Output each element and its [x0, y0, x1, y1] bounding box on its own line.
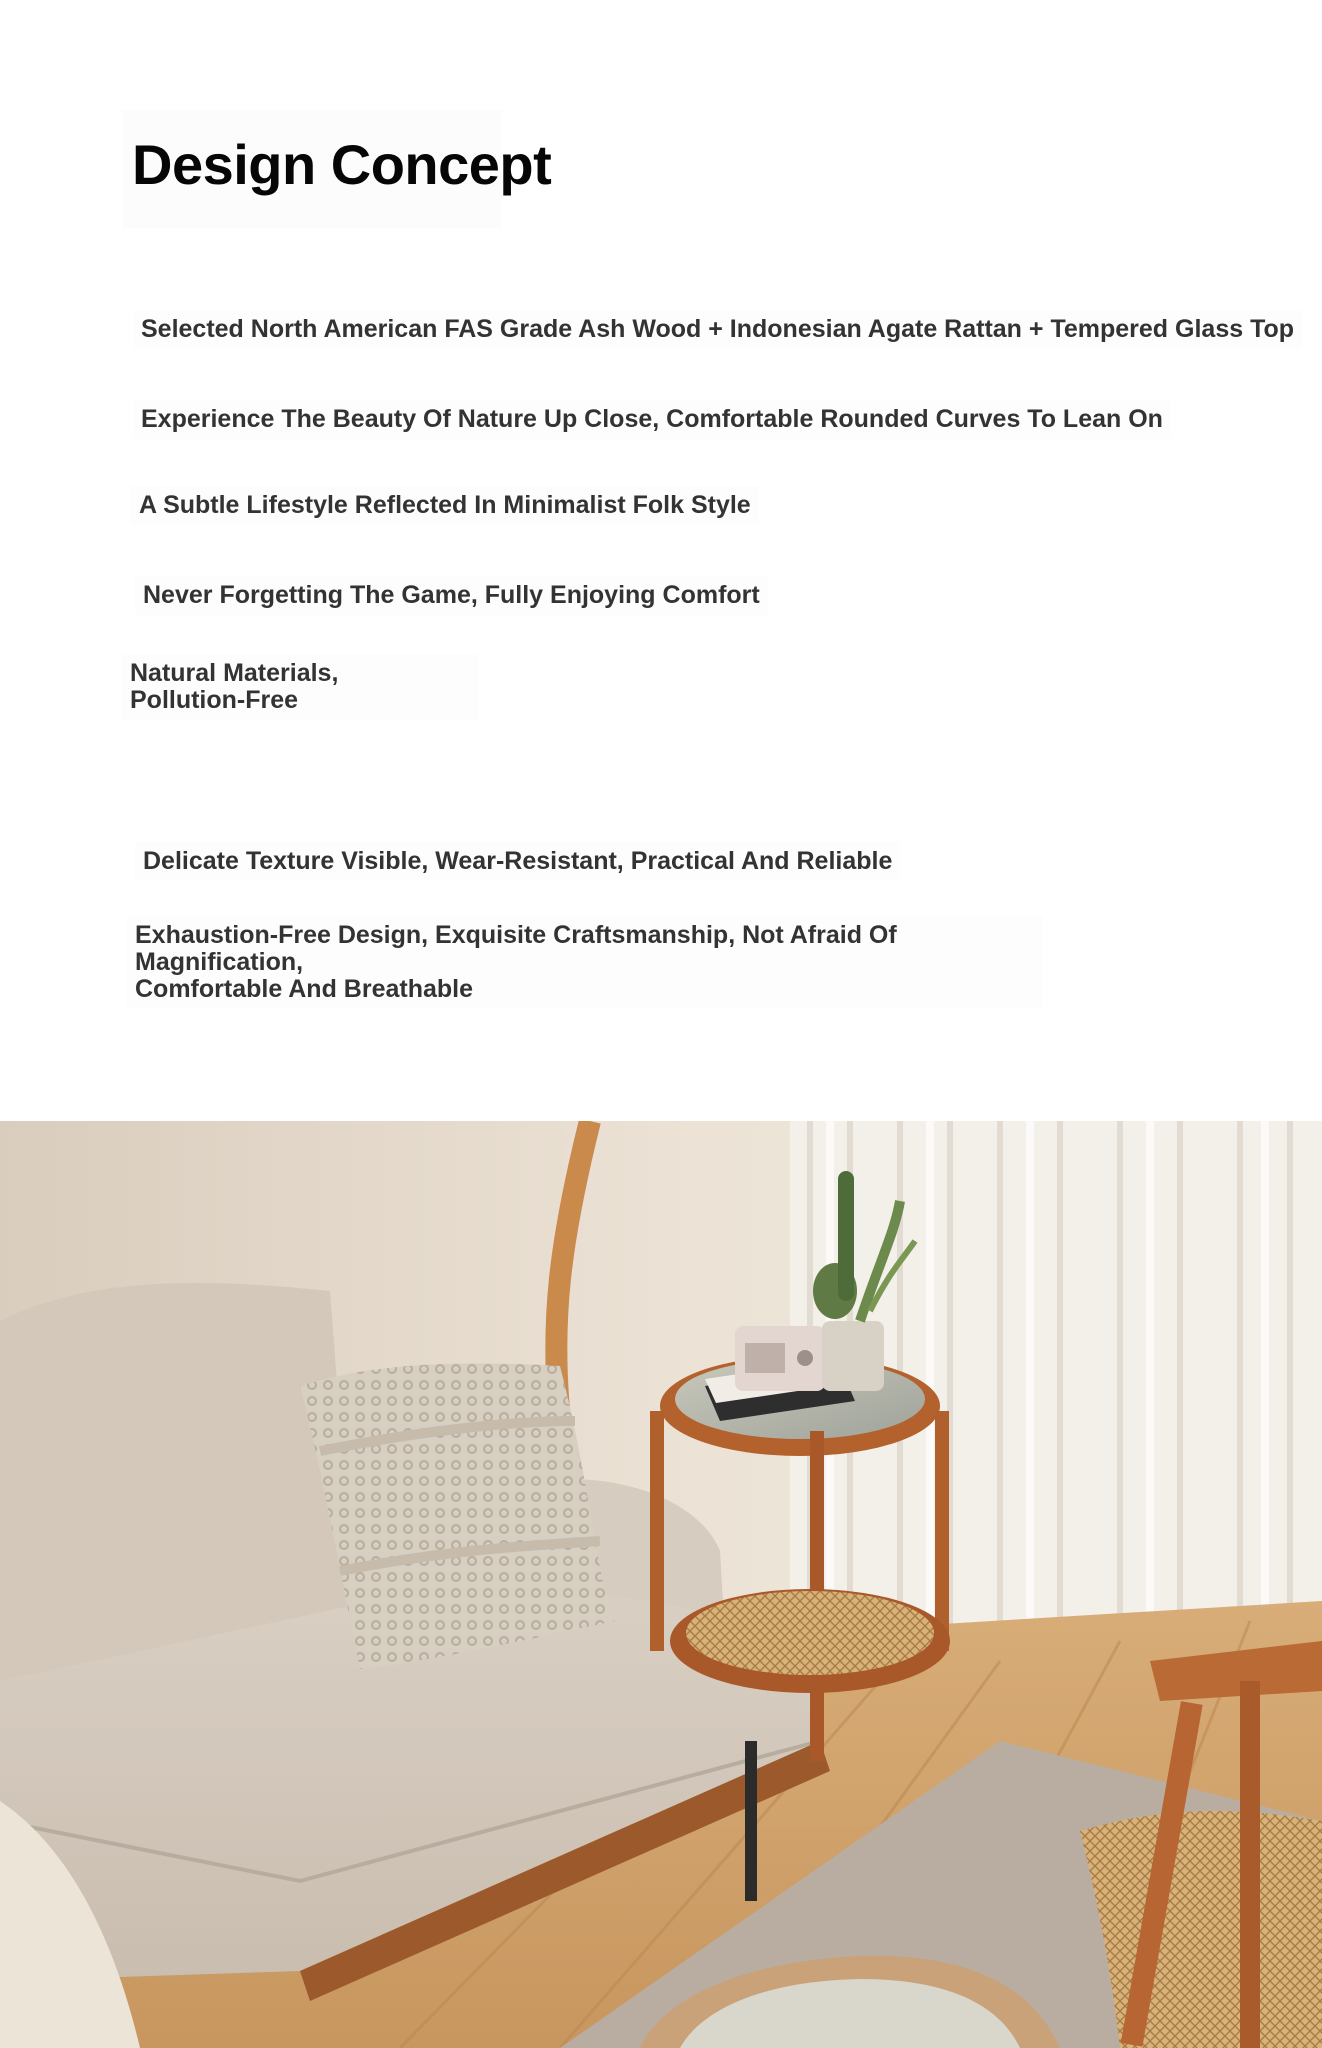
feature-materials: Selected North American FAS Grade Ash Wood + Indonesian Agate Rattan + Tempered Glass Top — [133, 310, 1302, 349]
feature-craftsmanship-line-2: Comfortable And Breathable — [135, 975, 474, 1003]
feature-comfort: Never Forgetting The Game, Fully Enjoying Comfort — [135, 576, 768, 615]
feature-minimalist-style: A Subtle Lifestyle Reflected In Minimalist Folk Style — [131, 486, 759, 525]
feature-natural-materials-line-1: Natural Materials, — [130, 659, 339, 687]
page-title: Design Concept — [132, 133, 552, 196]
feature-natural-materials-line-2: Pollution-Free — [130, 686, 299, 714]
feature-texture: Delicate Texture Visible, Wear-Resistant, Practical And Reliable — [135, 842, 900, 881]
feature-natural-materials — [122, 654, 478, 720]
feature-craftsmanship-line-1: Exhaustion-Free Design, Exquisite Craftsmanship, Not Afraid Of Magnification, — [135, 921, 897, 976]
feature-craftsmanship — [127, 916, 1043, 1009]
feature-nature-curves: Experience The Beauty Of Nature Up Close, Comfortable Rounded Curves To Lean On — [133, 400, 1171, 439]
living-room-photo — [0, 1121, 1322, 2048]
